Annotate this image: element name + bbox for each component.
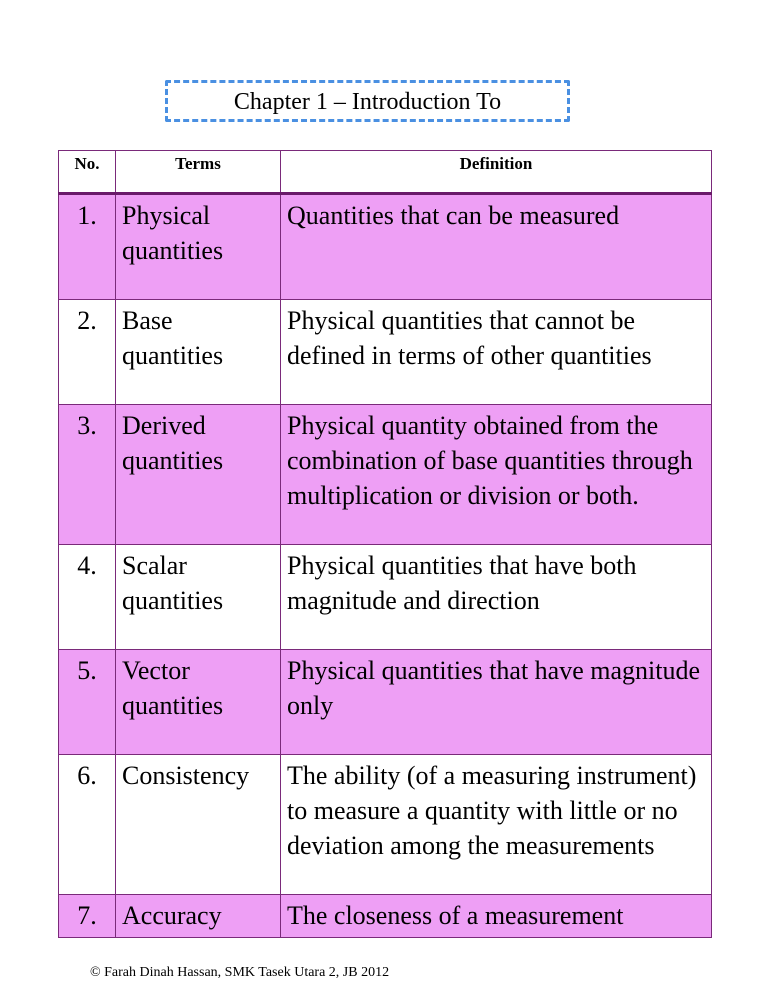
header-terms: Terms xyxy=(116,151,281,194)
table-row xyxy=(59,194,712,300)
row-term: Vector quantities xyxy=(116,650,281,755)
row-no: 6. xyxy=(59,755,116,895)
row-definition: Quantities that can be measured xyxy=(281,194,712,300)
row-definition: Physical quantities that cannot be defined in terms of other quantities xyxy=(281,300,712,405)
row-term: Derived quantities xyxy=(116,405,281,545)
row-no: 7. xyxy=(59,895,116,938)
row-definition: The closeness of a measurement xyxy=(281,895,712,938)
chapter-title-box xyxy=(165,80,570,122)
row-definition: Physical quantities that have magnitude only xyxy=(281,650,712,755)
header-no: No. xyxy=(59,151,116,194)
row-definition: Physical quantity obtained from the combination of base quantities through multiplication or division or both. xyxy=(281,405,712,545)
table-row xyxy=(59,895,712,938)
row-term: Scalar quantities xyxy=(116,545,281,650)
table-row xyxy=(59,300,712,405)
row-term: Physical quantities xyxy=(116,194,281,300)
table-row xyxy=(59,545,712,650)
row-term: Consistency xyxy=(116,755,281,895)
row-no: 3. xyxy=(59,405,116,545)
copyright-footer: © Farah Dinah Hassan, SMK Tasek Utara 2, JB 2012 xyxy=(90,965,390,980)
row-definition: Physical quantities that have both magnitude and direction xyxy=(281,545,712,650)
row-no: 5. xyxy=(59,650,116,755)
chapter-title: Chapter 1 – Introduction To xyxy=(233,89,502,115)
terms-table xyxy=(58,150,712,938)
row-term: Base quantities xyxy=(116,300,281,405)
header-definition: Definition xyxy=(281,151,712,194)
row-no: 1. xyxy=(59,194,116,300)
table-row xyxy=(59,755,712,895)
row-term: Accuracy xyxy=(116,895,281,938)
table-row xyxy=(59,650,712,755)
row-definition: The ability (of a measuring instrument) to measure a quantity with little or no deviation among the measurements xyxy=(281,755,712,895)
table-header-row xyxy=(59,151,712,194)
row-no: 4. xyxy=(59,545,116,650)
row-no: 2. xyxy=(59,300,116,405)
table-row xyxy=(59,405,712,545)
